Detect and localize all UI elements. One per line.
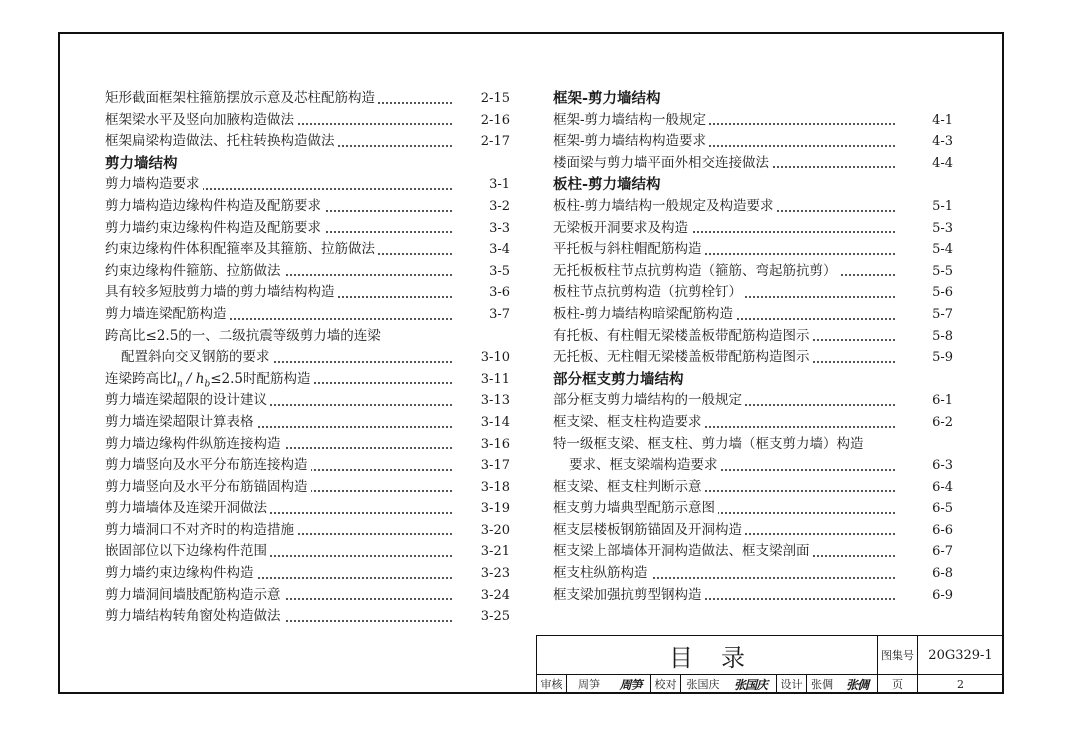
- toc-entry: [553, 196, 953, 218]
- toc-entry: [553, 326, 953, 348]
- toc-entry-title: 剪力墙洞口不对齐时的构造措施: [105, 522, 297, 538]
- toc-entry: [553, 541, 953, 563]
- review-label: 审核: [537, 674, 567, 694]
- toc-entry: [105, 347, 510, 369]
- toc-entry-title: [105, 370, 314, 390]
- var-sub-n: n: [176, 379, 183, 390]
- toc-entry-title: 剪力墙结构转角窗处构造做法: [105, 608, 284, 624]
- toc-page-number: 2-15: [477, 88, 510, 110]
- toc-entry: [553, 520, 953, 542]
- toc-entry-title: 约束边缘构件箍筋、拉筋做法: [105, 263, 284, 279]
- toc-entry: [105, 282, 510, 304]
- toc-entry-title: 剪力墙边缘构件纵筋连接构造: [105, 436, 284, 452]
- toc-entry-title: 剪力墙约束边缘构件构造及配筋要求: [105, 220, 324, 236]
- toc-entry: [105, 196, 510, 218]
- toc-page-number: 5-6: [928, 282, 953, 304]
- toc-entry-title: 剪力墙连梁超限的设计建议: [105, 392, 270, 408]
- toc-entry: [105, 239, 510, 261]
- design-name: 张倜: [811, 678, 833, 691]
- atlas-number: 20G329-1: [928, 647, 993, 663]
- toc-entry-title: 楼面梁与剪力墙平面外相交连接做法: [553, 155, 772, 171]
- toc-entry-title: 部分框支剪力墙结构的一般规定: [553, 392, 745, 408]
- toc-entry-title: 剪力墙洞间墙肢配筋构造示意: [105, 587, 284, 603]
- toc-page-number: 5-7: [928, 304, 953, 326]
- toc-entry: [105, 563, 510, 585]
- toc-entry: [105, 88, 510, 110]
- toc-entry-title: 剪力墙竖向及水平分布筋连接构造: [105, 457, 311, 473]
- toc-page-number: 3-17: [477, 455, 510, 477]
- section-heading: 部分框支剪力墙结构: [553, 370, 684, 388]
- review-name: 周笋: [578, 678, 600, 691]
- toc-entry-title: 配置斜向交叉钢筋的要求: [105, 349, 273, 365]
- toc-page-number: 3-18: [477, 477, 510, 499]
- toc-page-number: 3-24: [477, 585, 510, 607]
- toc-page-number: 3-25: [477, 606, 510, 628]
- var-sub-b: b: [204, 379, 211, 390]
- toc-page-number: 5-8: [928, 326, 953, 348]
- toc-entry-title: 剪力墙墙体及连梁开洞做法: [105, 500, 270, 516]
- toc-page-number: 3-14: [477, 412, 510, 434]
- toc-entry: [553, 412, 953, 434]
- toc-entry: [105, 369, 510, 391]
- toc-entry: [105, 218, 510, 240]
- toc-page-number: 4-4: [928, 153, 953, 175]
- toc-entry-title: 剪力墙连梁超限计算表格: [105, 414, 257, 430]
- toc-page-number: 5-9: [928, 347, 953, 369]
- toc-page-number: 4-3: [928, 131, 953, 153]
- toc-page-number: 3-13: [477, 390, 510, 412]
- toc-entry-title: 板柱节点抗剪构造（抗剪栓钉）: [553, 284, 745, 300]
- toc-entry-title: 剪力墙连梁配筋构造: [105, 306, 230, 322]
- toc-entry: [105, 412, 510, 434]
- document-title: 目录: [537, 636, 878, 674]
- toc-entry-title: 框支剪力墙典型配筋示意图: [553, 500, 718, 516]
- toc-page-number: 6-3: [928, 455, 953, 477]
- toc-entry: [105, 541, 510, 563]
- toc-page-number: 3-10: [477, 347, 510, 369]
- toc-entry-title: 要求、框支梁端构造要求: [553, 457, 721, 473]
- toc-entry: [105, 326, 510, 348]
- toc-entry: [553, 563, 953, 585]
- toc-page-number: 3-19: [477, 498, 510, 520]
- toc-page-number: 3-21: [477, 541, 510, 563]
- toc-page-number: 5-1: [928, 196, 953, 218]
- check-label: 校对: [651, 674, 681, 694]
- toc-entry-title: 框支梁加强抗剪型钢构造: [553, 587, 705, 603]
- check-signature: 张国庆: [725, 674, 777, 694]
- toc-entry: [553, 282, 953, 304]
- toc-entry-title: 剪力墙约束边缘构件构造: [105, 565, 257, 581]
- toc-entry: [553, 131, 953, 153]
- toc-entry-title: 无托板、无柱帽无梁楼盖板带配筋构造图示: [553, 349, 813, 365]
- toc-entry-title: 框架-剪力墙结构一般规定: [553, 112, 709, 128]
- toc-right-column: [553, 88, 953, 606]
- toc-entry-title: 嵌固部位以下边缘构件范围: [105, 543, 270, 559]
- toc-entry: [105, 585, 510, 607]
- span-height-ratio: [172, 370, 211, 390]
- toc-page-number: 3-20: [477, 520, 510, 542]
- toc-entry-title: 无托板板柱节点抗剪构造（箍筋、弯起筋抗剪）: [553, 263, 840, 279]
- atlas-number-label: 图集号: [878, 636, 918, 674]
- page-label: 页: [878, 674, 918, 694]
- toc-page-number: 6-7: [928, 541, 953, 563]
- toc-entry-title: 框架-剪力墙结构构造要求: [553, 133, 709, 149]
- toc-entry: [553, 477, 953, 499]
- toc-entry-title: 跨高比≤2.5的一、二级抗震等级剪力墙的连梁: [105, 328, 384, 344]
- section-heading: 板柱-剪力墙结构: [553, 176, 661, 194]
- toc-page-number: 6-4: [928, 477, 953, 499]
- toc-page-number: 6-5: [928, 498, 953, 520]
- var-sep: /: [182, 370, 196, 387]
- toc-entry: [553, 347, 953, 369]
- toc-page-number: 3-2: [485, 196, 510, 218]
- toc-entry: [105, 434, 510, 456]
- toc-entry-title: 剪力墙构造要求: [105, 176, 203, 192]
- toc-entry: [105, 261, 510, 283]
- toc-page-number: 6-8: [928, 563, 953, 585]
- toc-entry-title: 框支梁、框支柱判断示意: [553, 479, 705, 495]
- page-number: 2: [957, 677, 964, 691]
- toc-page-number: 3-1: [485, 174, 510, 196]
- toc-page-number: 3-3: [485, 218, 510, 240]
- toc-page-number: 2-17: [477, 131, 510, 153]
- toc-entry: [105, 390, 510, 412]
- toc-entry-title: 无梁板开洞要求及构造: [553, 220, 691, 236]
- toc-entry: [553, 390, 953, 412]
- toc-entry: [105, 110, 510, 132]
- toc-entry: [105, 304, 510, 326]
- design-label: 设计: [777, 674, 807, 694]
- toc-page-number: 6-6: [928, 520, 953, 542]
- toc-page-number: 3-23: [477, 563, 510, 585]
- toc-page-number: 5-5: [928, 261, 953, 283]
- title-suffix: ≤2.5时配筋构造: [210, 370, 311, 387]
- title-block: [536, 635, 1004, 694]
- toc-entry: [553, 153, 953, 175]
- toc-page-number: 5-4: [928, 239, 953, 261]
- var-l: l: [172, 370, 177, 387]
- toc-entry-title: 板柱-剪力墙结构暗梁配筋构造: [553, 306, 736, 322]
- toc-entry: [105, 174, 510, 196]
- toc-entry: [553, 261, 953, 283]
- toc-left-column: [105, 88, 510, 628]
- toc-entry: [553, 110, 953, 132]
- toc-page-number: 3-6: [485, 282, 510, 304]
- toc-entry: [553, 455, 953, 477]
- toc-entry-title: 框架梁水平及竖向加腋构造做法: [105, 112, 297, 128]
- toc-entry-title: 特一级框支梁、框支柱、剪力墙（框支剪力墙）构造: [553, 436, 867, 452]
- toc-entry: [553, 498, 953, 520]
- toc-entry-title: 框支柱纵筋构造: [553, 565, 651, 581]
- toc-entry: [105, 455, 510, 477]
- toc-page-number: 5-3: [928, 218, 953, 240]
- toc-entry: [553, 218, 953, 240]
- toc-entry: [105, 606, 510, 628]
- toc-entry-title: 板柱-剪力墙结构一般规定及构造要求: [553, 198, 777, 214]
- toc-page-number: 3-16: [477, 434, 510, 456]
- toc-entry-title: 框支梁上部墙体开洞构造做法、框支梁剖面: [553, 543, 813, 559]
- review-signature: 周笋: [611, 674, 651, 694]
- toc-entry-title: 框支梁、框支柱构造要求: [553, 414, 705, 430]
- toc-entry-title: 具有较多短肢剪力墙的剪力墙结构构造: [105, 284, 338, 300]
- toc-entry-title: 平托板与斜柱帽配筋构造: [553, 241, 705, 257]
- toc-page-number: 2-16: [477, 110, 510, 132]
- design-signature: 张倜: [837, 674, 878, 694]
- toc-entry-title: 矩形截面框架柱箍筋摆放示意及芯柱配筋构造: [105, 90, 378, 106]
- toc-page-number: 6-2: [928, 412, 953, 434]
- toc-entry: [105, 131, 510, 153]
- section-heading: 剪力墙结构: [105, 154, 178, 172]
- toc-entry-title: 剪力墙竖向及水平分布筋锚固构造: [105, 479, 311, 495]
- toc-entry-title: 约束边缘构件体积配箍率及其箍筋、拉筋做法: [105, 241, 378, 257]
- toc-page-number: 3-5: [485, 261, 510, 283]
- toc-entry: [105, 520, 510, 542]
- toc-page-number: 6-1: [928, 390, 953, 412]
- toc-entry: [553, 304, 953, 326]
- toc-entry: [553, 434, 953, 456]
- toc-entry-title: 有托板、有柱帽无梁楼盖板带配筋构造图示: [553, 328, 813, 344]
- var-h: h: [195, 370, 205, 387]
- toc-entry-title: 框支层楼板钢筋锚固及开洞构造: [553, 522, 745, 538]
- title-prefix: 连梁跨高比: [105, 370, 173, 387]
- toc-entry: [553, 239, 953, 261]
- toc-entry-title: 框架扁梁构造做法、托柱转换构造做法: [105, 133, 338, 149]
- toc-page-number: 3-7: [485, 304, 510, 326]
- toc-entry: [105, 498, 510, 520]
- toc-page-number: 3-11: [477, 369, 510, 391]
- toc-entry: [553, 585, 953, 607]
- toc-entry-title: 剪力墙构造边缘构件构造及配筋要求: [105, 198, 324, 214]
- section-heading: 框架-剪力墙结构: [553, 90, 661, 107]
- check-name: 张国庆: [686, 678, 720, 691]
- toc-page-number: 4-1: [928, 110, 953, 132]
- toc-entry: [105, 477, 510, 499]
- toc-page-number: 3-4: [485, 239, 510, 261]
- toc-page-number: 6-9: [928, 585, 953, 607]
